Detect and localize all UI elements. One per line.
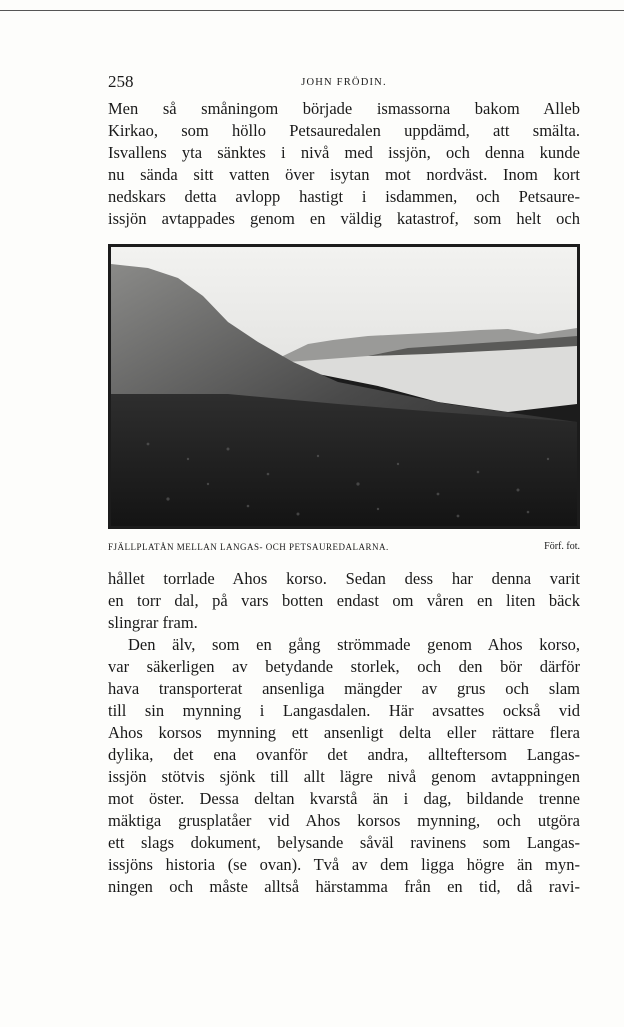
text-line: issjön stötvis sjönk till allt lägre nivå genom avtappningen [108, 767, 580, 786]
text-line: ett slags dokument, belysande såväl ravinens som Langas- [108, 833, 580, 852]
photo-credit: Förf. fot. [544, 541, 580, 552]
text-line: till sin mynning i Langasdalen. Här avsattes också vid [108, 701, 580, 720]
text-line: ningen och måste alltså härstamma från en tid, då ravi- [108, 877, 580, 896]
top-rule [0, 10, 624, 11]
text-line: issjöns historia (se ovan). Två av dem ligga högre än myn- [108, 855, 580, 874]
text-line: nu sända sitt vatten över isytan mot nordväst. Inom kort [108, 165, 580, 184]
text-line: hållet torrlade Ahos korso. Sedan dess har denna varit [108, 569, 580, 588]
text-line: Den älv, som en gång strömmade genom Ahos korso, [128, 635, 580, 654]
landscape-photograph [108, 244, 580, 529]
running-head: JOHN FRÖDIN. [301, 77, 387, 88]
text-line: Ahos korsos mynning ett ansenligt delta eller rättare flera [108, 723, 580, 742]
text-line: mäktiga grusplatåer vid Ahos korsos mynning, och utgöra [108, 811, 580, 830]
page-number: 258 [108, 72, 134, 91]
page-header [108, 72, 580, 94]
paragraph-2 [108, 568, 580, 634]
text-line: mot öster. Dessa deltan kvarstå än i dag, bildande trenne [108, 789, 580, 808]
text-line: Isvallens yta sänktes i nivå med issjön, och denna kunde [108, 143, 580, 162]
text-line: hava transporterat ansenliga mängder av grus och slam [108, 679, 580, 698]
figure-caption [108, 541, 580, 557]
text-line: Men så småningom började ismassorna bakom Alleb [108, 99, 580, 118]
text-line: issjön avtappades genom en väldig katastrof, som helt och [108, 209, 580, 228]
text-line: nedskars detta avlopp hastigt i isdammen, och Petsaure- [108, 187, 580, 206]
text-line: en torr dal, på vars botten endast om våren en liten bäck [108, 591, 580, 610]
caption-text: FJÄLLPLATÅN MELLAN LANGAS- OCH PETSAUREDALARNA. [108, 542, 389, 552]
text-line: dylika, det ena ovanför det andra, allteftersom Langas- [108, 745, 580, 764]
paragraph-3 [108, 634, 580, 898]
text-line: var säkerligen av betydande storlek, och den bör därför [108, 657, 580, 676]
text-line: Kirkao, som höllo Petsauredalen uppdämd, att smälta. [108, 121, 580, 140]
text-line: slingrar fram. [108, 613, 198, 632]
paragraph-1 [108, 98, 580, 252]
